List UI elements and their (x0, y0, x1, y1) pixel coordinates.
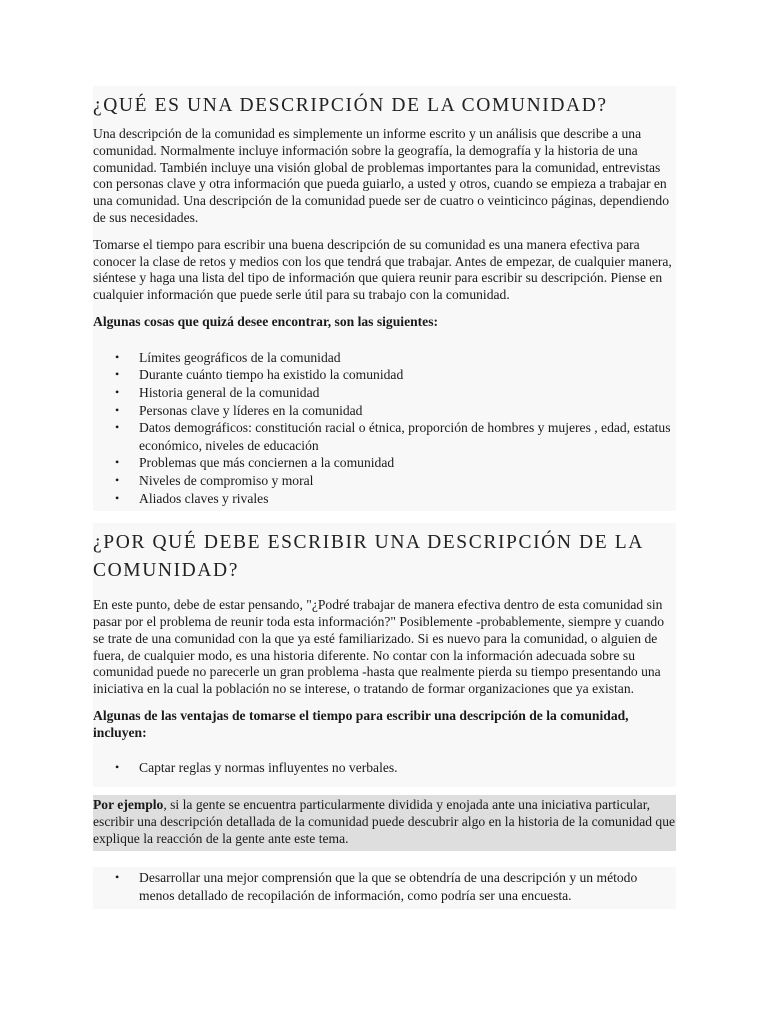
list-item: • Captar reglas y normas influyentes no verbales. (115, 760, 398, 776)
bullet-list (93, 751, 676, 787)
document-page (93, 86, 676, 909)
list-heading: Algunas de las ventajas de tomarse el tiempo para escribir una descripción de la comunidad, incluyen: (93, 707, 629, 740)
bullet-icon: • (115, 472, 120, 487)
list-item: • Problemas que más conciernen a la comunidad (115, 455, 395, 471)
example-callout (93, 795, 676, 851)
list-item: • Durante cuánto tiempo ha existido la comunidad (115, 367, 404, 383)
list-item: • Personas clave y líderes en la comunidad (115, 402, 363, 418)
bullet-icon: • (115, 420, 120, 435)
bullet-icon: • (115, 349, 120, 364)
bullet-icon: • (115, 455, 120, 470)
list-item: • Datos demográficos: constitución racial o étnica, proporción de hombres y mujeres , edad, estatus económico, niveles de educación (115, 420, 671, 453)
paragraph: En este punto, debe de estar pensando, "¿Podré trabajar de manera efectiva dentro de esta comunidad sin pasar por el problema de reunir toda esta información?" Posiblemente -probablemente, siempre y cuando se trate de una comunidad con la que ya esté familiarizado. Si es nuevo para la comunidad, o alguien de fuera, de cualquier modo, es una historia diferente. No contar con la información adecuada sobre su comunidad puede no parecerle un gran problema -hasta que realmente pierda su tiempo presentando una iniciativa en la cual la población no se interese, o tratando de formar organizaciones que ya existan. (93, 597, 664, 697)
bullet-list (93, 867, 676, 908)
bullet-icon: • (115, 490, 120, 505)
section-what-is (93, 86, 676, 511)
list-item: • Niveles de compromiso y moral (115, 472, 314, 488)
bullet-icon: • (115, 870, 120, 885)
list-item: • Aliados claves y rivales (115, 490, 269, 506)
section-why-continued (93, 867, 676, 908)
list-heading: Algunas cosas que quizá desee encontrar, son las siguientes: (93, 313, 439, 329)
section-title: ¿POR QUÉ DEBE ESCRIBIR UNA DESCRIPCIÓN DE LA COMUNIDAD? (93, 532, 643, 582)
example-paragraph: Por ejemplo, si la gente se encuentra particularmente dividida y enojada ante una iniciativa particular, escribir una descripción detallada de la comunidad puede descubrir algo en la historia de la comunidad que explique la reacción de la gente ante este tema. (93, 797, 676, 846)
example-label: Por ejemplo (93, 797, 164, 813)
section-why (93, 523, 676, 787)
bullet-icon: • (115, 402, 120, 417)
paragraph: Una descripción de la comunidad es simplemente un informe escrito y un análisis que describe a una comunidad. Normalmente incluye información sobre la geografía, la demografía y la historia de una comunidad. También incluye una visión global de problemas importantes para la comunidad, entrevistas con personas clave y otra información que pueda guiarlo, a usted y otros, cuando se empieza a trabajar en una comunidad. Una descripción de la comunidad puede ser de cuatro o veinticinco páginas, dependiendo de sus necesidades. (93, 126, 670, 225)
paragraph: Tomarse el tiempo para escribir una buena descripción de su comunidad es una manera efectiva para conocer la clase de retos y medios con los que tendrá que trabajar. Antes de empezar, de cualquier manera, siéntese y haga una lista del tipo de información que quiera reunir para escribir su descripción. Piense en cualquier información que puede serle útil para su trabajo con la comunidad. (93, 236, 672, 303)
bullet-list (93, 341, 676, 511)
bullet-icon: • (115, 367, 120, 382)
bullet-icon: • (115, 760, 120, 775)
bullet-icon: • (115, 384, 120, 399)
list-item: • Límites geográficos de la comunidad (115, 349, 341, 365)
list-item: • Desarrollar una mejor comprensión que la que se obtendría de una descripción y un método menos detallado de recopilación de información, como podría ser una encuesta. (115, 870, 638, 904)
section-title: ¿QUÉ ES UNA DESCRIPCIÓN DE LA COMUNIDAD? (93, 95, 608, 116)
list-item: • Historia general de la comunidad (115, 384, 320, 400)
